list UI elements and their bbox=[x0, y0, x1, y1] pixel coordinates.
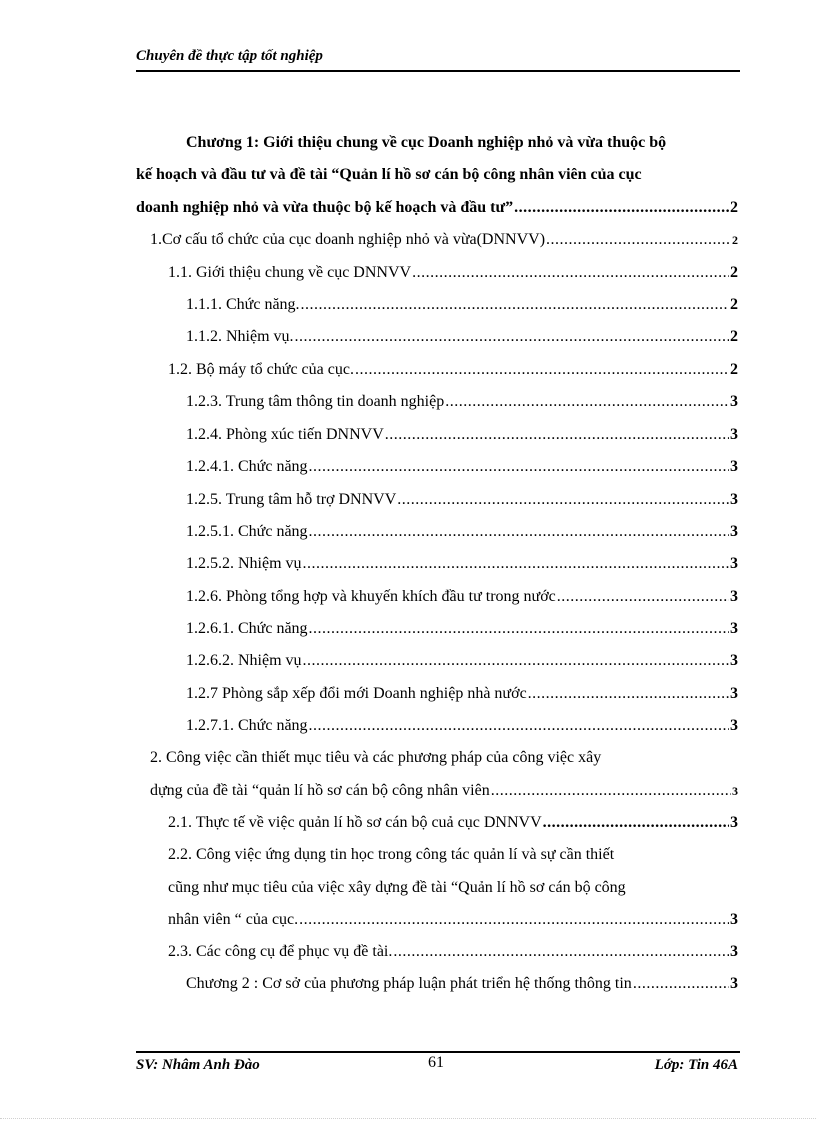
toc-entry-title: 1.2.6.2. Nhiệm vụ bbox=[186, 652, 302, 669]
toc-leader-dots bbox=[301, 295, 729, 315]
toc-entry-title: Chương 1: Giới thiệu chung về cục Doanh nghiệp nhỏ và vừa thuộc bộ bbox=[186, 134, 667, 151]
footer-student-name: SV: Nhâm Anh Đào bbox=[136, 1057, 260, 1073]
toc-leader-dots bbox=[543, 813, 729, 833]
toc-entry-title: 2. Công việc cần thiết mục tiêu và các phương pháp của công việc xây bbox=[150, 749, 602, 766]
toc-entry bbox=[186, 490, 738, 510]
header-rule bbox=[136, 70, 740, 72]
toc-page-number: 3 bbox=[732, 784, 738, 798]
toc-entry bbox=[150, 748, 601, 768]
toc-entry bbox=[186, 425, 738, 445]
toc-entry-title: 1.1.1. Chức năng. bbox=[186, 296, 300, 313]
toc-page-number: 3 bbox=[730, 717, 738, 734]
toc-leader-dots bbox=[514, 198, 729, 218]
toc-entry bbox=[136, 165, 642, 185]
toc-page-number: 3 bbox=[730, 523, 738, 540]
toc-entry-title: 1.1. Giới thiệu chung về cục DNNVV bbox=[168, 264, 412, 281]
toc-entry bbox=[168, 845, 614, 865]
toc-leader-dots bbox=[557, 587, 729, 607]
toc-entry-title: 1.2.6. Phòng tổng hợp và khuyến khích đầu tư trong nước bbox=[186, 588, 556, 605]
toc-leader-dots bbox=[393, 942, 729, 962]
toc-page-number: 3 bbox=[730, 911, 738, 928]
toc-page-number: 2 bbox=[732, 233, 738, 247]
toc-entry-title: 2.2. Công việc ứng dụng tin học trong công tác quản lí và sự cần thiết bbox=[168, 846, 615, 863]
toc-page-number: 3 bbox=[730, 458, 738, 475]
toc-page-number: 3 bbox=[730, 426, 738, 443]
toc-entry-title: 1.1.2. Nhiệm vụ. bbox=[186, 328, 294, 345]
toc-leader-dots bbox=[445, 392, 729, 412]
toc-leader-dots bbox=[309, 457, 729, 477]
toc-entry-title: 1.2.5. Trung tâm hỗ trợ DNNVV bbox=[186, 491, 397, 508]
toc-entry-title: Chương 2 : Cơ sở của phương pháp luận phát triển hệ thống thông tin bbox=[186, 975, 632, 992]
toc-leader-dots bbox=[309, 716, 729, 736]
toc-page-number: 2 bbox=[730, 199, 738, 216]
page-bottom-border bbox=[0, 1118, 816, 1119]
toc-entry-title: kế hoạch và đầu tư và đề tài “Quản lí hồ sơ cán bộ công nhân viên của cục bbox=[136, 166, 642, 183]
toc-entry bbox=[186, 974, 738, 994]
toc-entry-title: 1.2. Bộ máy tổ chức của cục. bbox=[168, 361, 354, 378]
toc-entry bbox=[186, 716, 738, 736]
toc-leader-dots bbox=[412, 263, 729, 283]
toc-entry-title: 2.1. Thực tế về việc quản lí hồ sơ cán bộ cuả cục DNNVV bbox=[168, 814, 542, 831]
toc-leader-dots bbox=[546, 230, 731, 250]
toc-leader-dots bbox=[355, 360, 729, 380]
toc-page-number: 3 bbox=[730, 393, 738, 410]
toc-entry bbox=[186, 554, 738, 574]
toc-page-number: 3 bbox=[730, 652, 738, 669]
toc-leader-dots bbox=[295, 327, 729, 347]
toc-leader-dots bbox=[385, 425, 729, 445]
toc-leader-dots bbox=[303, 651, 729, 671]
footer-rule bbox=[136, 1051, 740, 1053]
toc-entry bbox=[168, 813, 738, 833]
toc-entry bbox=[186, 522, 738, 542]
toc-leader-dots bbox=[528, 684, 729, 704]
toc-page-number: 2 bbox=[730, 361, 738, 378]
toc-entry bbox=[136, 198, 738, 218]
toc-entry bbox=[168, 942, 738, 962]
toc-entry bbox=[186, 327, 738, 347]
toc-entry-title: nhân viên “ của cục. bbox=[168, 911, 299, 928]
running-header-title: Chuyên đề thực tập tốt nghiệp bbox=[136, 48, 323, 64]
toc-entry bbox=[168, 910, 738, 930]
toc-page-number: 2 bbox=[730, 296, 738, 313]
toc-page-number: 3 bbox=[730, 685, 738, 702]
toc-entry-title: 2.3. Các công cụ để phục vụ đề tài. bbox=[168, 943, 393, 960]
footer-page-number: 61 bbox=[428, 1054, 444, 1071]
toc-entry-title: 1.2.5.2. Nhiệm vụ bbox=[186, 555, 302, 572]
toc-entry bbox=[186, 619, 738, 639]
toc-entry-title: 1.2.6.1. Chức năng bbox=[186, 620, 308, 637]
toc-entry-title: doanh nghiệp nhỏ và vừa thuộc bộ kế hoạch và đầu tư” bbox=[136, 199, 514, 216]
toc-leader-dots bbox=[303, 554, 729, 574]
toc-page-number: 3 bbox=[730, 814, 738, 831]
toc-entry bbox=[150, 781, 738, 801]
toc-entry bbox=[186, 457, 738, 477]
toc-page-number: 3 bbox=[730, 943, 738, 960]
toc-entry bbox=[186, 392, 738, 412]
toc-entry bbox=[186, 684, 738, 704]
toc-page-number: 3 bbox=[730, 620, 738, 637]
toc-page-number: 3 bbox=[730, 975, 738, 992]
toc-entry-title: dựng của đề tài “quản lí hồ sơ cán bộ công nhân viên bbox=[150, 782, 490, 799]
toc-page-number: 2 bbox=[730, 264, 738, 281]
toc-leader-dots bbox=[491, 781, 731, 801]
toc-entry bbox=[168, 878, 626, 898]
toc-entry-title: 1.2.3. Trung tâm thông tin doanh nghiệp bbox=[186, 393, 445, 410]
toc-entry bbox=[150, 230, 738, 250]
toc-entry-title: 1.2.4.1. Chức năng bbox=[186, 458, 308, 475]
toc-entry bbox=[168, 263, 738, 283]
toc-page-number: 3 bbox=[730, 491, 738, 508]
toc-entry-title: 1.2.4. Phòng xúc tiến DNNVV bbox=[186, 426, 384, 443]
toc-entry bbox=[186, 295, 738, 315]
toc-leader-dots bbox=[309, 619, 729, 639]
toc-entry-title: 1.2.7 Phòng sắp xếp đổi mới Doanh nghiệp nhà nước bbox=[186, 685, 527, 702]
toc-entry bbox=[186, 651, 738, 671]
toc-leader-dots bbox=[299, 910, 729, 930]
footer-class-name: Lớp: Tin 46A bbox=[654, 1057, 738, 1073]
toc-entry bbox=[168, 360, 738, 380]
toc-leader-dots bbox=[633, 974, 729, 994]
toc-page-number: 3 bbox=[730, 588, 738, 605]
toc-entry bbox=[186, 587, 738, 607]
toc-entry-title: 1.Cơ cấu tổ chức của cục doanh nghiệp nhỏ và vừa(DNNVV) bbox=[150, 231, 546, 248]
toc-leader-dots bbox=[309, 522, 729, 542]
toc-leader-dots bbox=[397, 490, 729, 510]
toc-page-number: 2 bbox=[730, 328, 738, 345]
toc-page-number: 3 bbox=[730, 555, 738, 572]
toc-entry-title: 1.2.7.1. Chức năng bbox=[186, 717, 308, 734]
toc-entry-title: cũng như mục tiêu của việc xây dựng đề tài “Quản lí hồ sơ cán bộ công bbox=[168, 879, 626, 896]
toc-entry-title: 1.2.5.1. Chức năng bbox=[186, 523, 308, 540]
toc-entry bbox=[186, 133, 666, 153]
